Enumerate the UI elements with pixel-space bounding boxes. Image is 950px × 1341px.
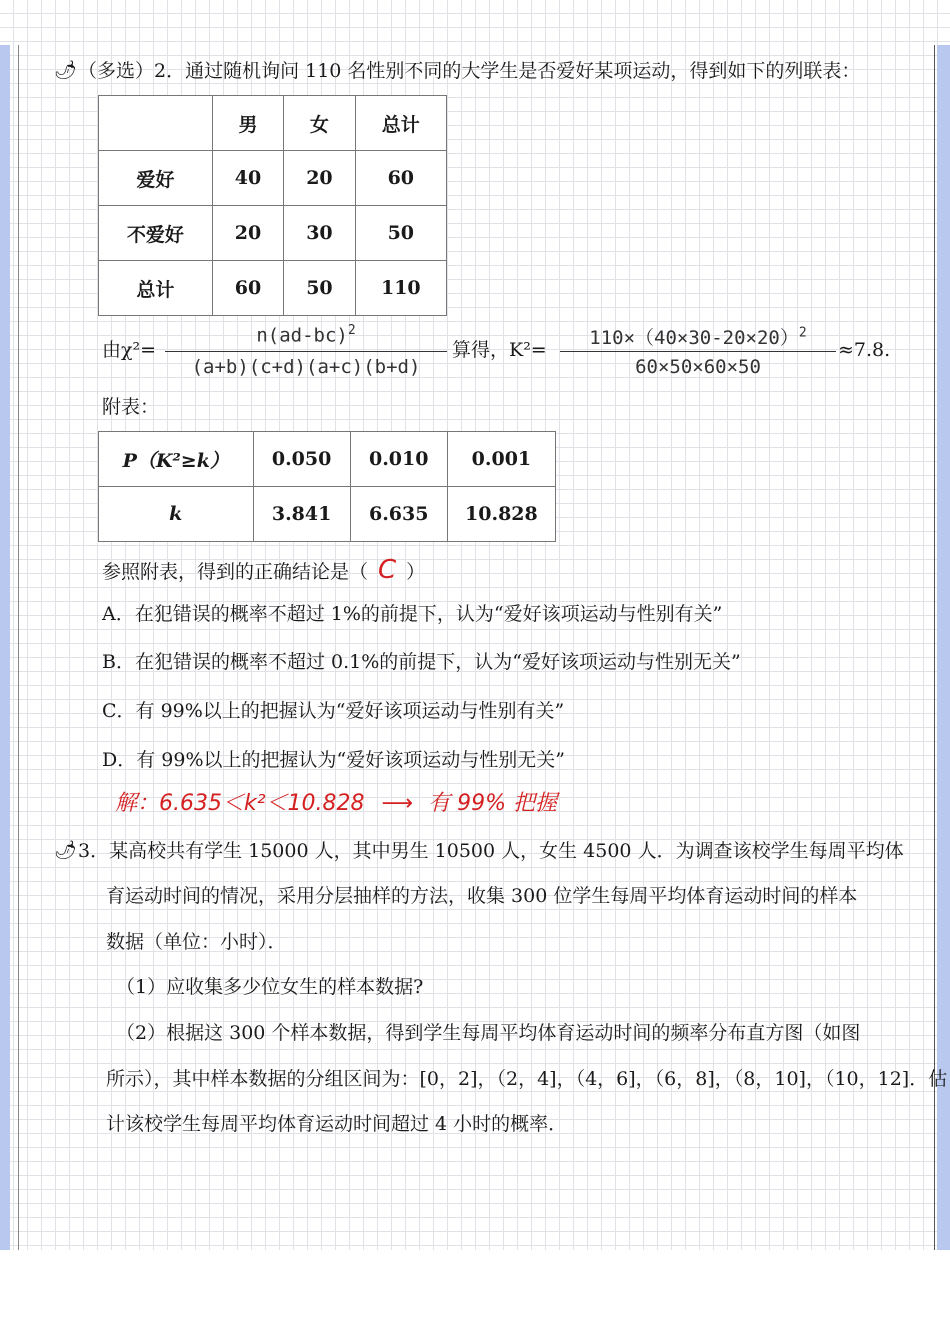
ptable-header-cell: 0.001 bbox=[447, 432, 555, 487]
k-square-exponent: 2 bbox=[798, 325, 807, 341]
q3-part-2-line-2: 所示），其中样本数据的分组区间为：[0，2]，（2，4]，（4，6]，（6，8]，（8，10]，（10，12]．估 bbox=[106, 1068, 948, 1090]
note-inequality: 解：6.635＜k²＜10.828 bbox=[115, 791, 365, 816]
k-square-denominator: 60×50×60×50 bbox=[635, 356, 761, 378]
q3-line-2: 育运动时间的情况，采用分层抽样的方法，收集 300 位学生每周平均体育运动时间的样本 bbox=[106, 885, 858, 907]
k-square-numerator bbox=[560, 323, 836, 350]
table-header-cell: 男 bbox=[212, 96, 283, 151]
note-conclusion: 有 99% 把握 bbox=[428, 791, 557, 816]
formula-lead: 由χ²= bbox=[102, 339, 157, 361]
table-cell: 50 bbox=[284, 261, 355, 316]
ptable-row-label: k bbox=[99, 487, 254, 542]
option-b: B．在犯错误的概率不超过 0.1%的前提下，认为“爱好该项运动与性别无关” bbox=[102, 651, 741, 673]
table-cell: 60 bbox=[355, 151, 446, 206]
table-cell: 30 bbox=[284, 206, 355, 261]
ptable-header-cell: 0.050 bbox=[253, 432, 350, 487]
q3-line-1: 3．某高校共有学生 15000 人，其中男生 10500 人，女生 4500 人．为调查该校学生每周平均体 bbox=[78, 840, 904, 862]
formula-mid: 算得，K²= bbox=[452, 339, 547, 361]
chi-square-numerator bbox=[165, 323, 447, 346]
q2-heading: （多选）2．通过随机询问 110 名性别不同的大学生是否爱好某项运动，得到如下的列联表： bbox=[78, 60, 861, 82]
question-prompt bbox=[102, 557, 425, 583]
chili-pepper-icon: 🌶 bbox=[54, 60, 77, 81]
appendix-label: 附表： bbox=[102, 396, 160, 418]
left-blue-margin bbox=[0, 45, 10, 1250]
k-square-numerator-text: 110×（40×30-20×20） bbox=[589, 327, 799, 349]
table-cell: 50 bbox=[355, 206, 446, 261]
q3-part-2-line-3: 计该校学生每周平均体育运动时间超过 4 小时的概率． bbox=[106, 1113, 568, 1135]
handwritten-note bbox=[115, 793, 557, 815]
table-cell: 20 bbox=[284, 151, 355, 206]
q3-part-2-line-1: （2）根据这 300 个样本数据，得到学生每周平均体育运动时间的频率分布直方图（如图 bbox=[116, 1022, 861, 1044]
ptable-cell: 3.841 bbox=[253, 487, 350, 542]
table-header-cell bbox=[99, 96, 213, 151]
chili-pepper-icon: 🌶 bbox=[54, 840, 77, 861]
critical-value-table bbox=[98, 431, 556, 542]
prompt-after: ） bbox=[406, 561, 426, 583]
table-header-cell: 女 bbox=[284, 96, 355, 151]
table-cell: 40 bbox=[212, 151, 283, 206]
table-row-label: 总计 bbox=[99, 261, 213, 316]
k-square-fraction-bar bbox=[560, 351, 836, 352]
table-cell: 60 bbox=[212, 261, 283, 316]
option-d: D．有 99%以上的把握认为“爱好该项运动与性别无关” bbox=[102, 749, 565, 771]
chi-square-fraction-bar bbox=[165, 351, 447, 352]
option-c: C．有 99%以上的把握认为“爱好该项运动与性别有关” bbox=[102, 700, 565, 722]
chi-square-numerator-text: n(ad-bc) bbox=[256, 324, 348, 347]
table-cell: 110 bbox=[355, 261, 446, 316]
ptable-cell: 10.828 bbox=[447, 487, 555, 542]
chi-square-exponent: 2 bbox=[347, 323, 356, 338]
table-row-label: 不爱好 bbox=[99, 206, 213, 261]
formula-result: ≈7.8. bbox=[838, 339, 891, 361]
ptable-cell: 6.635 bbox=[350, 487, 447, 542]
table-header-cell: 总计 bbox=[355, 96, 446, 151]
q3-part-1: （1）应收集多少位女生的样本数据? bbox=[116, 976, 424, 998]
handwritten-answer: C bbox=[378, 555, 397, 585]
ptable-header-cell: P（K²≥k） bbox=[99, 432, 254, 487]
chi-square-denominator: (a+b)(c+d)(a+c)(b+d) bbox=[191, 356, 421, 378]
contingency-table bbox=[98, 95, 447, 316]
table-cell: 20 bbox=[212, 206, 283, 261]
option-a: A．在犯错误的概率不超过 1%的前提下，认为“爱好该项运动与性别有关” bbox=[102, 603, 723, 625]
prompt-before: 参照附表，得到的正确结论是（ bbox=[102, 561, 369, 583]
ptable-header-cell: 0.010 bbox=[350, 432, 447, 487]
q3-line-3: 数据（单位：小时）． bbox=[106, 931, 287, 953]
left-margin-line bbox=[18, 45, 19, 1250]
arrow-right-icon: ⟶ bbox=[381, 791, 412, 816]
table-row-label: 爱好 bbox=[99, 151, 213, 206]
